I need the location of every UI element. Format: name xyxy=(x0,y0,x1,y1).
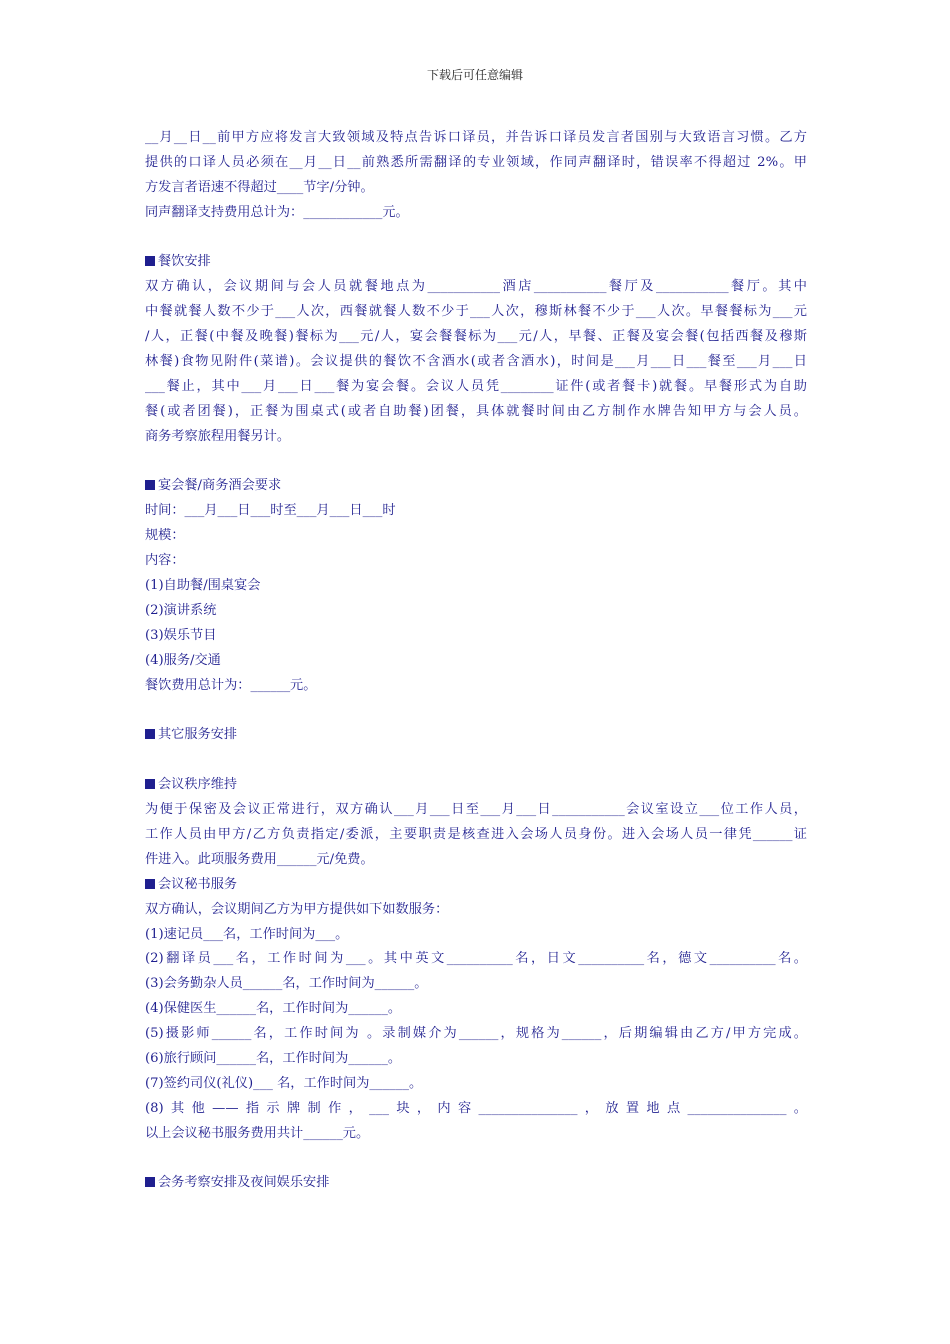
document-body xyxy=(145,126,807,1196)
text-line: /人，正餐(中餐及晚餐)餐标为___元/人，宴会餐餐标为___元/人，早餐、正餐及宴会餐(包括西餐及穆斯 xyxy=(145,329,807,345)
text-line: 双方确认，会议期间与会人员就餐地点为___________酒店___________餐厅及___________餐厅。其中 xyxy=(145,279,807,295)
text-line: 商务考察旅程用餐另计。 xyxy=(145,428,291,444)
section-heading-text: 其它服务安排 xyxy=(158,727,238,743)
square-bullet-icon xyxy=(145,729,155,739)
square-bullet-icon xyxy=(145,480,155,490)
section-heading-text: 会务考察安排及夜间娱乐安排 xyxy=(158,1175,330,1191)
square-bullet-icon xyxy=(145,256,155,266)
paragraph-gap xyxy=(145,1147,807,1172)
text-line: 林餐)食物见附件(菜谱)。会议提供的餐饮不含酒水(或者含酒水)，时间是___月___日___餐至___月___日 xyxy=(145,354,807,370)
text-line: (7)签约司仪(礼仪)___ 名，工作时间为______。 xyxy=(145,1075,423,1091)
text-line: (2)翻译员___名，工作时间为___。其中英文__________名，日文__________名，德文__________名。 xyxy=(145,951,807,967)
text-line: 双方确认，会议期间乙方为甲方提供如下如数服务： xyxy=(145,901,449,917)
section-heading-text: 会议秘书服务 xyxy=(158,876,238,892)
text-line: 规模： xyxy=(145,528,185,544)
text-line: (1)速记员___名，工作时间为___。 xyxy=(145,926,349,942)
text-line: (6)旅行顾问______名，工作时间为______。 xyxy=(145,1050,402,1066)
text-line: (3)会务勤杂人员______名，工作时间为______。 xyxy=(145,976,428,992)
page-header: 下载后可任意编辑 xyxy=(426,68,523,82)
text-line: 内容： xyxy=(145,553,185,569)
paragraph xyxy=(145,798,807,873)
section-heading xyxy=(145,1171,807,1196)
section-heading-text: 餐饮安排 xyxy=(158,254,211,270)
paragraph-gap xyxy=(145,698,807,723)
text-line: __月__日__前甲方应将发言大致领域及特点告诉口译员，并告诉口译员发言者国别与大致语言习惯。乙方 xyxy=(145,130,807,145)
text-line: 提供的口译人员必须在__月__日__前熟悉所需翻译的专业领域，作同声翻译时，错误率不得超过 2%。甲 xyxy=(145,154,807,170)
text-line: ___餐止，其中___月___日___餐为宴会餐。会议人员凭________证件(或者餐卡)就餐。早餐形式为自助 xyxy=(145,378,807,394)
paragraph-gap xyxy=(145,450,807,475)
section-heading xyxy=(145,773,807,798)
text-line: 方发言者语速不得超过____节字/分钟。 xyxy=(145,179,374,195)
section-heading-text: 会议秩序维持 xyxy=(158,777,238,793)
text-line: 以上会议秘书服务费用共计______元。 xyxy=(145,1125,370,1141)
paragraph xyxy=(145,898,807,1147)
paragraph xyxy=(145,499,807,698)
square-bullet-icon xyxy=(145,779,155,789)
text-line: 餐(或者团餐)，正餐为围桌式(或者自助餐)团餐，具体就餐时间由乙方制作水牌告知甲方与会人员。 xyxy=(145,403,807,419)
section-heading xyxy=(145,873,807,898)
text-line: (4)保健医生______名，工作时间为______。 xyxy=(145,1001,402,1017)
text-line: (8)其他——指示牌制作，___块，内容_______________，放置地点_______________。 xyxy=(145,1100,807,1116)
paragraph xyxy=(145,275,807,449)
section-heading xyxy=(145,474,807,499)
text-line: (1)自助餐/围桌宴会 xyxy=(145,578,261,594)
square-bullet-icon xyxy=(145,1177,155,1187)
text-line: (2)演讲系统 xyxy=(145,602,217,618)
text-line: 为便于保密及会议正常进行，双方确认___月___日至___月___日___________会议室设立___位工作人员， xyxy=(145,802,807,818)
paragraph-gap xyxy=(145,748,807,773)
paragraph-gap xyxy=(145,226,807,251)
text-line: 餐饮费用总计为：______元。 xyxy=(145,677,317,693)
text-line: (3)娱乐节目 xyxy=(145,627,217,643)
text-line: (5)摄影师______名，工作时间为 。录制媒介为______，规格为______，后期编辑由乙方/甲方完成。 xyxy=(145,1026,807,1042)
text-line: 时间：___月___日___时至___月___日___时 xyxy=(145,503,396,519)
text-line: 中餐就餐人数不少于___人次，西餐就餐人数不少于___人次，穆斯林餐不少于___人次。早餐餐标为___元 xyxy=(145,304,807,320)
section-heading xyxy=(145,250,807,275)
square-bullet-icon xyxy=(145,879,155,889)
paragraph xyxy=(145,126,807,226)
text-line: 同声翻译支持费用总计为：____________元。 xyxy=(145,204,409,220)
section-heading xyxy=(145,723,807,748)
text-line: 工作人员由甲方/乙方负责指定/委派，主要职责是核查进入会场人员身份。进入会场人员一律凭______证 xyxy=(145,826,807,842)
text-line: (4)服务/交通 xyxy=(145,652,221,668)
section-heading-text: 宴会餐/商务酒会要求 xyxy=(158,478,282,494)
text-line: 件进入。此项服务费用______元/免费。 xyxy=(145,851,374,867)
